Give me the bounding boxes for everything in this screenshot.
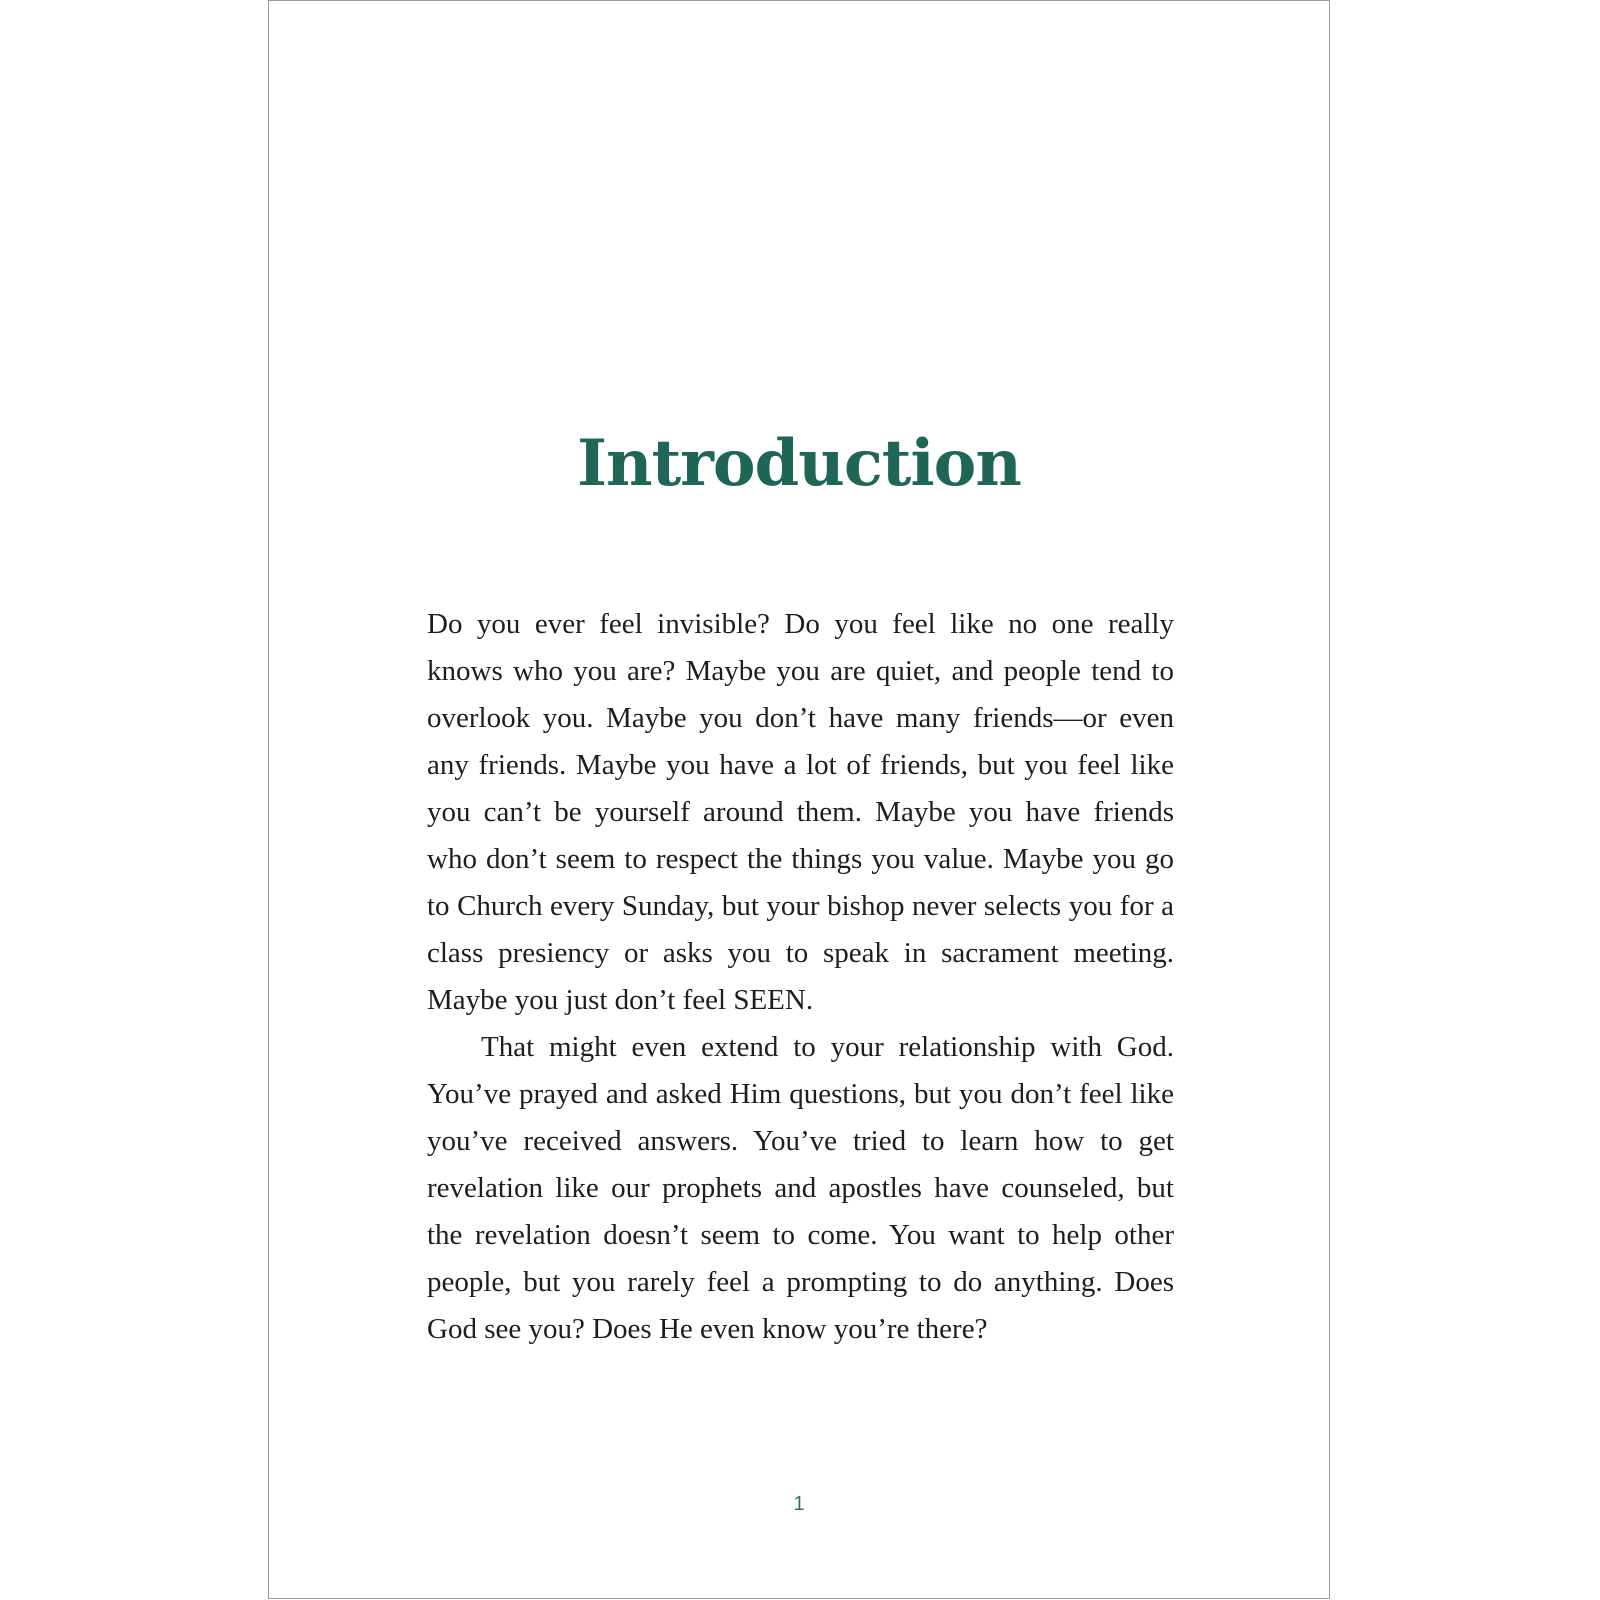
chapter-title: Introduction xyxy=(577,426,1021,501)
page-number: 1 xyxy=(793,1493,805,1515)
body-text xyxy=(427,601,1174,1353)
paragraph-2: That might even extend to your relationship with God. You’ve prayed and asked Him questions, but you don’t feel like you’ve received answers. You’ve tried to learn how to get revelation like our prophets and apostles have counseled, but the revelation doesn’t seem to come. You want to help other people, but you rarely feel a prompting to do anything. Does God see you? Does He even know you’re there? xyxy=(427,1031,1174,1345)
book-page xyxy=(268,0,1330,1599)
paragraph-1: Do you ever feel invisible? Do you feel like no one really knows who you are? Maybe you are quiet, and people tend to overlook you. Maybe you don’t have many friends—or even any friends. Maybe you have a lot of friends, but you feel like you can’t be yourself around them. Maybe you have friends who don’t seem to respect the things you value. Maybe you go to Church every Sunday, but your bishop never selects you for a class presiency or asks you to speak in sacrament meeting. Maybe you just don’t feel SEEN. xyxy=(427,608,1174,1016)
